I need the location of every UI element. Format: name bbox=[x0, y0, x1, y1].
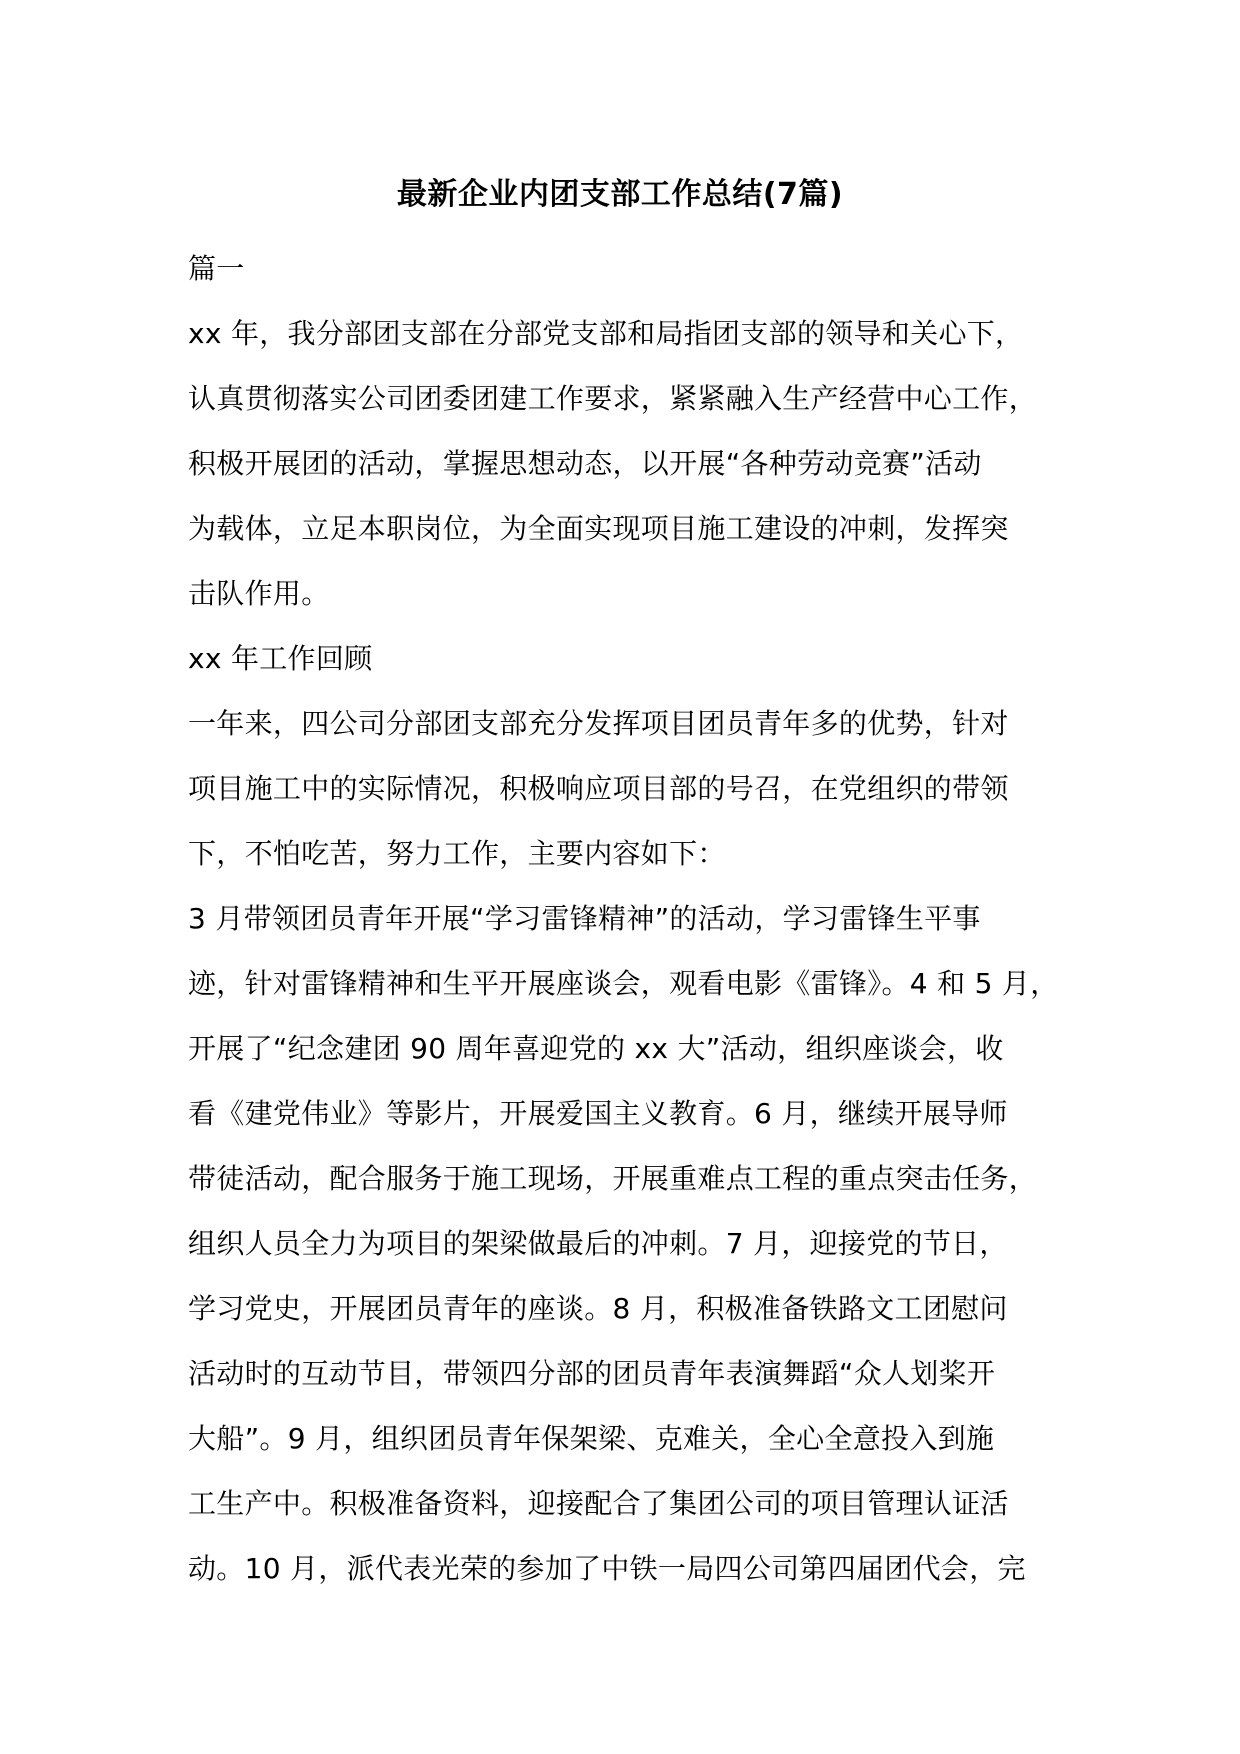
text-line: 为载体，立足本职岗位，为全面实现项目施工建设的冲刺，发挥突 bbox=[188, 512, 1009, 545]
text-line: 工生产中。积极准备资料，迎接配合了集团公司的项目管理认证活 bbox=[188, 1487, 1009, 1520]
text-line: 项目施工中的实际情况，积极响应项目部的号召，在党组织的带领 bbox=[188, 772, 1009, 805]
text-line: 击队作用。 bbox=[188, 577, 330, 610]
text-line: 开展了“纪念建团 90 周年喜迎党的 xx 大”活动，组织座谈会，收 bbox=[188, 1032, 1004, 1065]
text-line: 大船”。9 月，组织团员青年保架梁、克难关，全心全意投入到施 bbox=[188, 1422, 995, 1455]
text-line: 看《建党伟业》等影片，开展爱国主义教育。6 月，继续开展导师 bbox=[188, 1097, 1008, 1130]
text-line: 一年来，四公司分部团支部充分发挥项目团员青年多的优势，针对 bbox=[188, 707, 1009, 740]
text-line: 篇一 bbox=[188, 252, 245, 285]
document-title: 最新企业内团支部工作总结(7篇) bbox=[396, 177, 844, 212]
text-line: 活动时的互动节目，带领四分部的团员青年表演舞蹈“众人划桨开 bbox=[188, 1357, 996, 1390]
text-line: xx 年工作回顾 bbox=[188, 642, 373, 675]
text-line: 认真贯彻落实公司团委团建工作要求，紧紧融入生产经营中心工作， bbox=[188, 382, 1038, 415]
text-line: xx 年，我分部团支部在分部党支部和局指团支部的领导和关心下， bbox=[188, 317, 1024, 350]
text-line: 迹，针对雷锋精神和生平开展座谈会，观看电影《雷锋》。4 和 5 月， bbox=[188, 967, 1059, 1000]
text-line: 动。10 月，派代表光荣的参加了中铁一局四公司第四届团代会，完 bbox=[188, 1552, 1026, 1585]
text-line: 组织人员全力为项目的架梁做最后的冲刺。7 月，迎接党的节日， bbox=[188, 1227, 1008, 1260]
text-line: 学习党史，开展团员青年的座谈。8 月，积极准备铁路文工团慰问 bbox=[188, 1292, 1008, 1325]
text-line: 3 月带领团员青年开展“学习雷锋精神”的活动，学习雷锋生平事 bbox=[188, 902, 981, 935]
text-line: 带徒活动，配合服务于施工现场，开展重难点工程的重点突击任务， bbox=[188, 1162, 1038, 1195]
text-line: 积极开展团的活动，掌握思想动态，以开展“各种劳动竞赛”活动 bbox=[188, 447, 982, 480]
text-line: 下，不怕吃苦，努力工作，主要内容如下： bbox=[188, 837, 726, 870]
document-body bbox=[188, 236, 1088, 1601]
